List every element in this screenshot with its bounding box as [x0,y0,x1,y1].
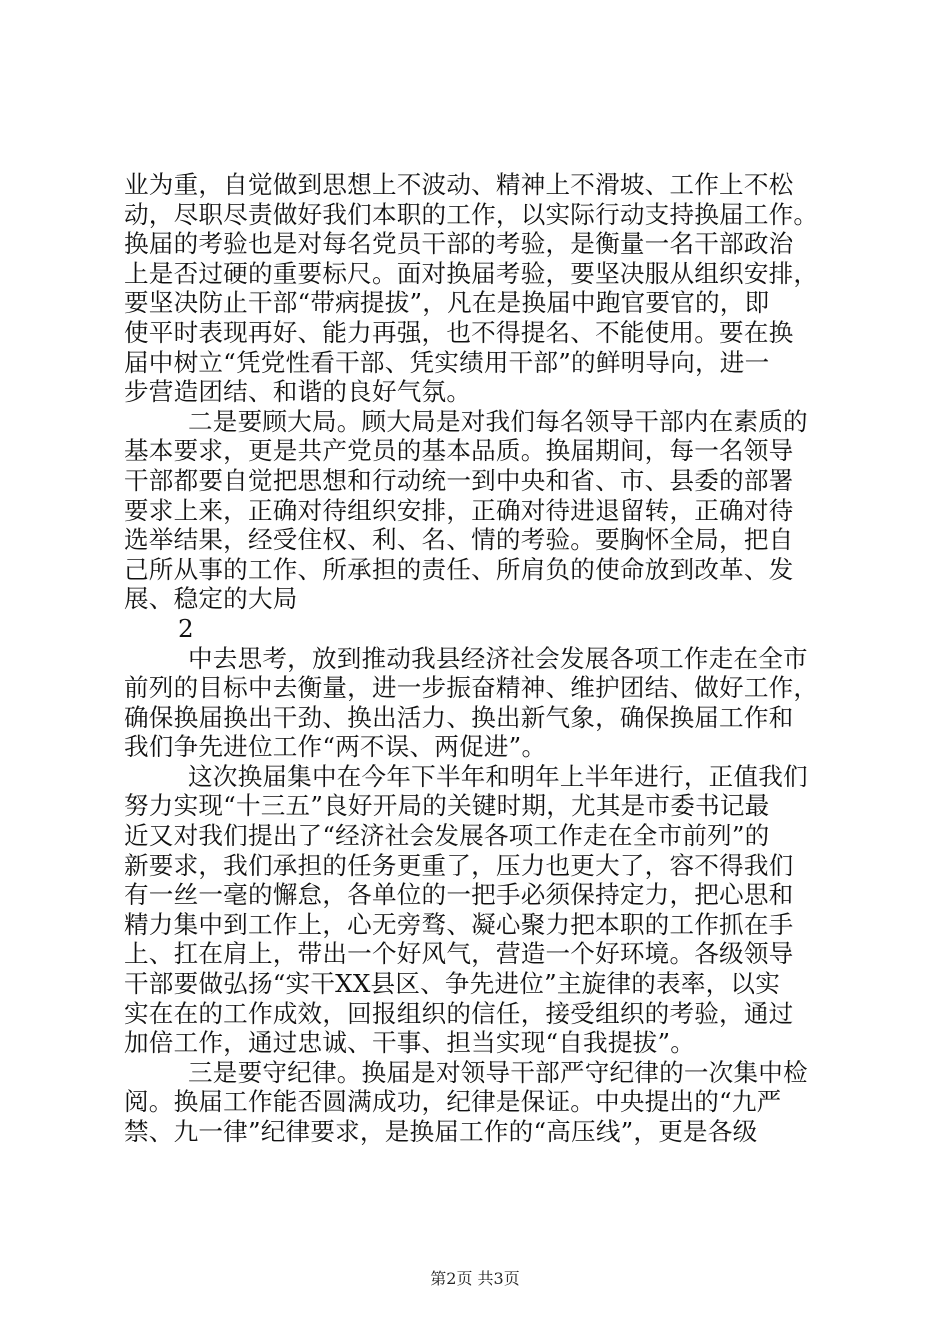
text-line: 近又对我们提出了“经济社会发展各项工作走在全市前列”的 [124,821,770,851]
text-line: 禁、九一律”纪律要求，是换届工作的“高压线”，更是各级 [124,1117,758,1146]
text-line: 干部都要自觉把思想和行动统一到中央和省、市、县委的部署 [124,465,794,495]
paragraph-start-line: 三是要守纪律。换届是对领导干部严守纪律的一次集中检 [188,1057,808,1087]
paragraph-start-line: 二是要顾大局。顾大局是对我们每名领导干部内在素质的 [188,406,808,436]
text-line: 展、稳定的大局 [124,584,298,614]
page-footer [0,1269,950,1289]
text-line: 实在在的工作成效，回报组织的信任，接受组织的考验，通过 [124,998,794,1028]
page-number-label: 第2页 共3页 [430,1269,520,1288]
text-line: 选举结果，经受住权、利、名、情的考验。要胸怀全局，把自 [124,525,794,555]
text-line: 上、扛在肩上，带出一个好风气，营造一个好环境。各级领导 [124,939,794,969]
text-line: 动，尽职尽责做好我们本职的工作，以实际行动支持换届工作。 [124,199,819,229]
text-line: 使平时表现再好、能力再强，也不得提名、不能使用。要在换 [124,317,794,347]
text-line: 己所从事的工作、所承担的责任、所肩负的使命放到改革、发 [124,554,794,584]
text-line: 业为重，自觉做到思想上不波动、精神上不滑坡、工作上不松 [124,170,794,199]
paragraph-start-line: 中去思考，放到推动我县经济社会发展各项工作走在全市 [188,643,808,673]
text-line: 要坚决防止干部“带病提拔”，凡在是换届中跑官要官的，即 [124,288,770,318]
text-line: 加倍工作，通过忠诚、干事、担当实现“自我提拔”。 [124,1028,696,1058]
text-line: 努力实现“十三五”良好开局的关键时期，尤其是市委书记最 [124,791,770,821]
text-line: 届中树立“凭党性看干部、凭实绩用干部”的鲜明导向，进一 [124,347,770,377]
text-line: 我们争先进位工作“两不误、两促进”。 [124,732,547,762]
document-body [124,170,836,1147]
text-line: 有一丝一毫的懈怠，各单位的一把手必须保持定力，把心思和 [124,880,794,910]
text-line: 精力集中到工作上，心无旁骛、凝心聚力把本职的工作抓在手 [124,909,794,939]
text-line: 确保换届换出干劲、换出活力、换出新气象，确保换届工作和 [124,702,794,732]
inline-page-number: 2 [178,613,194,643]
text-line: 上是否过硬的重要标尺。面对换届考验，要坚决服从组织安排， [124,258,819,288]
text-line: 换届的考验也是对每名党员干部的考验，是衡量一名干部政治 [124,229,794,259]
text-line: 步营造团结、和谐的良好气氛。 [124,377,472,407]
text-line: 阅。换届工作能否圆满成功，纪律是保证。中央提出的“九严 [124,1087,782,1117]
text-line: 要求上来，正确对待组织安排，正确对待进退留转，正确对待 [124,495,794,525]
text-line: 前列的目标中去衡量，进一步振奋精神、维护团结、做好工作， [124,673,819,703]
text-line: 干部要做弘扬“实干XX县区、争先进位”主旋律的表率，以实 [124,969,781,999]
text-line: 新要求，我们承担的任务更重了，压力也更大了，容不得我们 [124,850,794,880]
text-line: 基本要求，更是共产党员的基本品质。换届期间，每一名领导 [124,436,794,466]
paragraph-start-line: 这次换届集中在今年下半年和明年上半年进行，正值我们 [188,761,808,791]
